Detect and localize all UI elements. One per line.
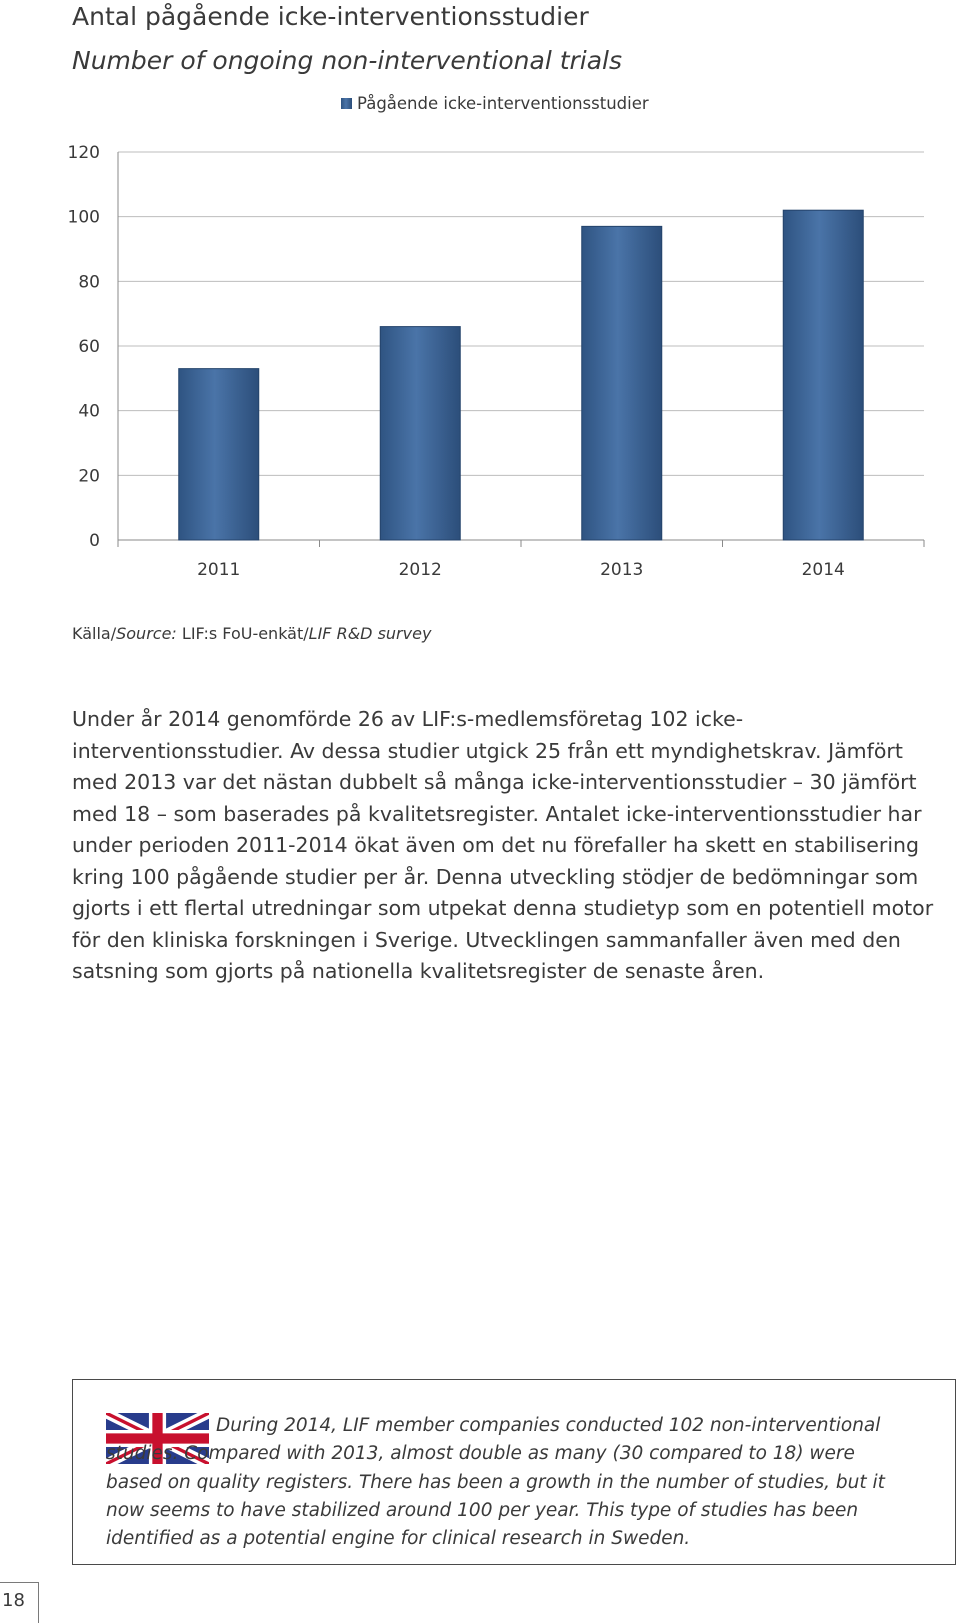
- x-tick-label: 2013: [600, 560, 644, 580]
- chart-title-english: Number of ongoing non-interventional trials: [72, 46, 623, 75]
- bar-2014: [783, 210, 863, 540]
- source-text-english: LIF R&D survey: [308, 624, 432, 643]
- bar-2012: [380, 327, 460, 540]
- x-tick-label: 2014: [801, 560, 845, 580]
- legend-swatch: [341, 98, 352, 109]
- y-tick-label: 120: [67, 143, 100, 163]
- bar-2013: [582, 226, 662, 540]
- chart-source: [72, 624, 431, 643]
- bar-chart: [0, 90, 940, 610]
- source-label-english: Source:: [116, 624, 177, 643]
- chart-title-swedish: Antal pågående icke-interventionsstudier: [72, 2, 589, 31]
- y-tick-label: 20: [78, 466, 100, 487]
- y-tick-label: 80: [78, 272, 100, 293]
- body-paragraph-swedish: Under år 2014 genomförde 26 av LIF:s-medlemsföretag 102 icke-interventionsstudier. Av dessa studier utgick 25 från ett myndighetskrav. Jämfört med 2013 var det nästan dubbelt så många icke-interventionsstudier – 30 jämfört med 18 – som baserades på kvalitetsregister. Antalet icke-interventionsstudier har under perioden 2011-2014 ökat även om det nu förefaller ha skett en stabilisering kring 100 pågående studier per år. Denna utveckling stödjer de bedömningar som gjorts i ett flertal utredningar som utpekat denna studietyp som en potentiell motor för den kliniska forskningen i Sverige. Utvecklingen sammanfaller även med den satsning som gjorts på nationella kvalitetsregister de senaste åren.: [72, 707, 934, 983]
- x-tick-label: 2012: [398, 560, 442, 580]
- page-number: 18: [2, 1590, 25, 1611]
- legend-label: Pågående icke-interventionsstudier: [357, 94, 649, 113]
- chart-legend: [341, 94, 649, 113]
- x-tick-label: 2011: [197, 560, 241, 580]
- english-summary-box: [72, 1379, 956, 1565]
- bar-2011: [179, 369, 259, 540]
- chart-bars: [179, 210, 864, 540]
- english-summary-text: During 2014, LIF member companies conducted 102 non-interventional studies. Compared with 2013, almost double as many (30 compared to 18) were based on quality registers. There has been a growth in the number of studies, but it now seems to have stabilized around 100 per year. This type of studies has been identified as a potential engine for clinical research in Sweden.: [106, 1415, 885, 1550]
- y-tick-label: 100: [67, 207, 100, 228]
- source-label: Källa/: [72, 624, 117, 643]
- y-axis-ticks: [68, 143, 100, 551]
- y-tick-label: 60: [78, 337, 100, 357]
- y-tick-label: 40: [78, 401, 100, 422]
- x-axis-ticks: [118, 540, 924, 580]
- source-text: LIF:s FoU-enkät/: [176, 624, 309, 643]
- y-tick-label: 0: [89, 531, 100, 551]
